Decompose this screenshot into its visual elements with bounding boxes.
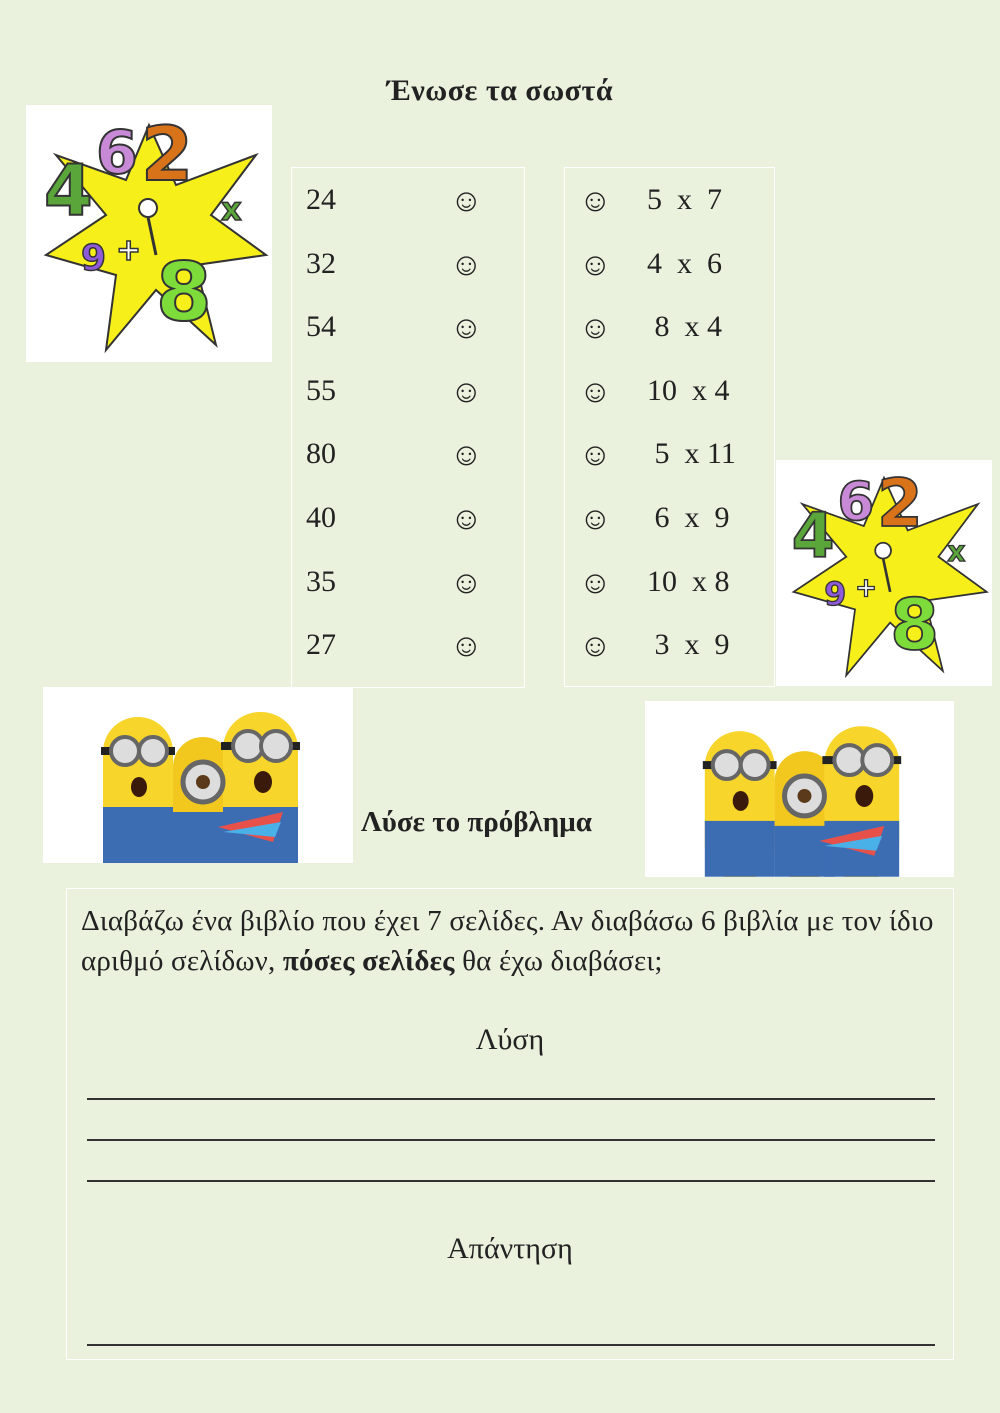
answer-label: Απάντηση [447, 1232, 573, 1265]
left-row [292, 168, 524, 232]
number-value: 35 [306, 564, 336, 598]
svg-text:6: 6 [837, 471, 875, 533]
right-row [565, 422, 774, 486]
multiplication-expression: 6 x 9 [647, 501, 730, 534]
svg-text:2: 2 [141, 110, 194, 198]
number-value: 40 [306, 501, 336, 534]
problem-heading: Λύσε το πρόβλημα [361, 806, 592, 838]
smiley-icon[interactable]: ☺ [579, 245, 612, 282]
smiley-icon[interactable]: ☺ [579, 500, 612, 536]
svg-text:+: + [116, 233, 142, 268]
number-value: 27 [306, 628, 336, 662]
left-row [292, 486, 524, 550]
answer-line [87, 1344, 935, 1346]
number-value: 32 [306, 246, 336, 280]
right-row [565, 168, 774, 232]
expressions-column [564, 167, 775, 687]
multiplication-expression: 5 x 11 [647, 437, 736, 471]
multiplication-expression: 3 x 9 [647, 628, 730, 662]
svg-text:x: x [947, 535, 966, 569]
smiley-icon[interactable]: ☺ [450, 500, 483, 536]
svg-text:9: 9 [81, 238, 107, 279]
solution-label: Λύση [475, 1023, 545, 1056]
problem-text-bold: πόσες σελίδες [282, 945, 455, 977]
smiley-icon[interactable]: ☺ [450, 436, 483, 473]
right-row [565, 550, 774, 614]
left-row [292, 359, 524, 423]
problem-box [66, 888, 954, 1360]
numbers-clipart-image [776, 460, 992, 686]
right-row [565, 613, 774, 677]
svg-text:8: 8 [156, 246, 212, 339]
smiley-icon[interactable]: ☺ [579, 372, 612, 409]
numbers-clipart-image [26, 105, 272, 362]
solution-line [87, 1098, 935, 1100]
problem-text-part2: θα έχω διαβάσει; [454, 945, 663, 977]
solution-line [87, 1139, 935, 1141]
smiley-icon[interactable]: ☺ [450, 182, 483, 218]
svg-text:+: + [855, 573, 878, 604]
smiley-icon[interactable]: ☺ [450, 627, 483, 664]
smiley-icon[interactable]: ☺ [450, 245, 483, 282]
svg-text:8: 8 [890, 583, 940, 666]
smiley-icon[interactable]: ☺ [450, 563, 483, 600]
problem-text [81, 901, 941, 981]
right-row [565, 232, 774, 296]
right-row [565, 486, 774, 550]
svg-text:x: x [221, 190, 242, 228]
minions-image [43, 687, 353, 863]
smiley-icon[interactable]: ☺ [450, 372, 483, 409]
svg-text:4: 4 [44, 150, 93, 232]
svg-text:4: 4 [791, 500, 835, 572]
smiley-icon[interactable]: ☺ [579, 182, 612, 218]
svg-text:9: 9 [824, 577, 847, 614]
minions-image [645, 701, 954, 877]
smiley-icon[interactable]: ☺ [579, 563, 612, 600]
number-value: 54 [306, 310, 336, 344]
multiplication-expression: 5 x 7 [647, 183, 722, 216]
left-row [292, 550, 524, 614]
right-row [565, 295, 774, 359]
right-row [565, 359, 774, 423]
page-title: Ένωσε τα σωστά [386, 74, 614, 107]
multiplication-expression: 8 x 4 [647, 310, 722, 344]
left-row [292, 232, 524, 296]
number-value: 24 [306, 183, 336, 216]
smiley-icon[interactable]: ☺ [579, 436, 612, 473]
multiplication-expression: 10 x 4 [647, 373, 730, 407]
solution-line [87, 1180, 935, 1182]
numbers-column [291, 167, 525, 688]
svg-text:6: 6 [96, 118, 138, 188]
left-row [292, 613, 524, 677]
smiley-icon[interactable]: ☺ [450, 309, 483, 346]
smiley-icon[interactable]: ☺ [579, 627, 612, 664]
smiley-icon[interactable]: ☺ [579, 309, 612, 346]
number-value: 80 [306, 437, 336, 471]
problem-text-part1: Διαβάζω ένα βιβλίο που έχει 7 σελίδες. Αν διαβάσω 6 βιβλία με τον ίδιο αριθμό σελίδων, [81, 905, 934, 977]
multiplication-expression: 4 x 6 [647, 246, 722, 280]
left-row [292, 295, 524, 359]
multiplication-expression: 10 x 8 [647, 564, 730, 598]
number-value: 55 [306, 373, 336, 407]
svg-text:2: 2 [876, 465, 923, 543]
left-row [292, 422, 524, 486]
